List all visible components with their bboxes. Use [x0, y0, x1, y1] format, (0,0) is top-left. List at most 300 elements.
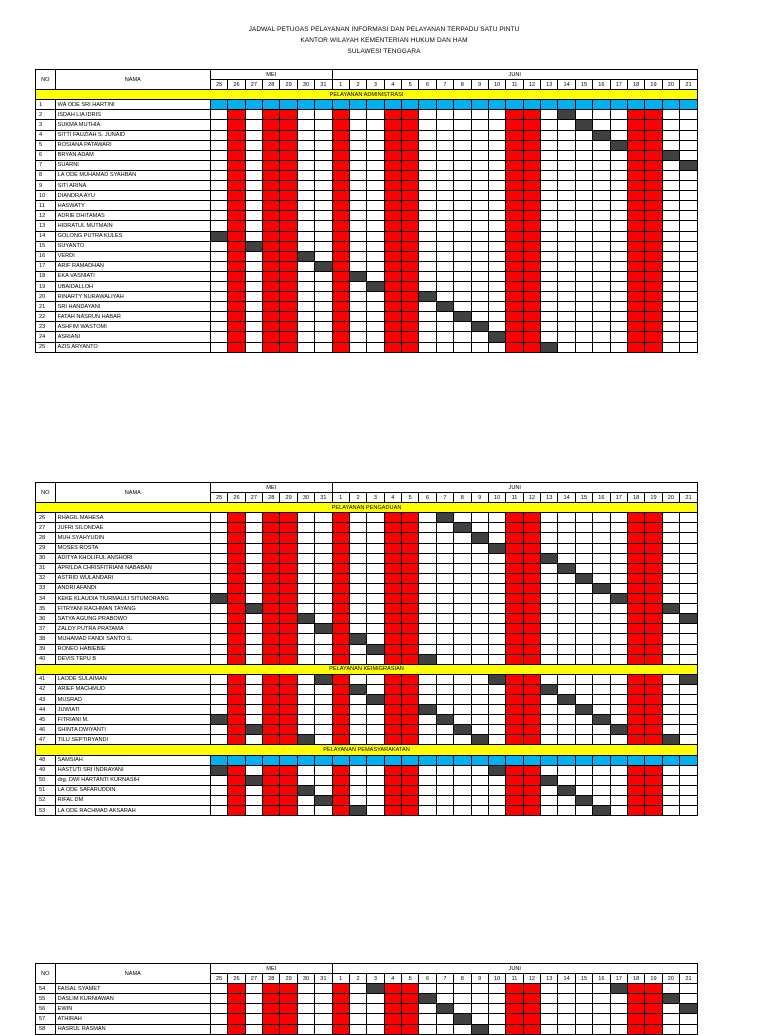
cell-empty: [454, 775, 471, 785]
cell-holiday: [402, 110, 419, 120]
cell-empty: [593, 281, 610, 291]
cell-empty: [210, 806, 227, 816]
cell-empty: [662, 140, 679, 150]
cell-empty: [541, 221, 558, 231]
cell-empty: [297, 1014, 314, 1024]
cell-empty: [575, 160, 592, 170]
row-number: 10: [36, 191, 56, 201]
cell-duty: [610, 984, 627, 994]
cell-holiday: [645, 1014, 662, 1024]
cell-empty: [349, 735, 366, 745]
cell-empty: [436, 191, 453, 201]
cell-empty: [454, 694, 471, 704]
cell-empty: [245, 261, 262, 271]
section-title: PELAYANAN PEMASYARAKATAN: [36, 745, 698, 755]
cell-duty: [436, 1004, 453, 1014]
row-number: 13: [36, 221, 56, 231]
cell-empty: [315, 684, 332, 694]
cell-empty: [593, 120, 610, 130]
cell-empty: [575, 533, 592, 543]
day-header: 4: [384, 493, 401, 503]
cell-empty: [245, 513, 262, 523]
cell-empty: [541, 594, 558, 604]
cell-empty: [558, 271, 575, 281]
cell-holiday: [645, 785, 662, 795]
cell-holiday: [523, 271, 540, 281]
row-number: 49: [36, 765, 56, 775]
row-number: 31: [36, 563, 56, 573]
cell-empty: [541, 251, 558, 261]
cell-empty: [662, 1024, 679, 1034]
cell-empty: [575, 775, 592, 785]
row-number: 20: [36, 292, 56, 302]
cell-empty: [610, 684, 627, 694]
row-number: 57: [36, 1014, 56, 1024]
cell-holiday: [332, 735, 349, 745]
cell-holiday: [332, 261, 349, 271]
cell-holiday: [228, 140, 245, 150]
cell-empty: [315, 614, 332, 624]
cell-holiday: [402, 553, 419, 563]
day-header: 20: [662, 80, 679, 90]
day-header: 15: [575, 493, 592, 503]
cell-duty: [593, 715, 610, 725]
cell-empty: [419, 735, 436, 745]
cell-fixed: [263, 100, 280, 110]
cell-empty: [245, 271, 262, 281]
cell-empty: [454, 1004, 471, 1014]
cell-holiday: [332, 211, 349, 221]
cell-empty: [367, 150, 384, 160]
cell-empty: [210, 302, 227, 312]
cell-empty: [488, 523, 505, 533]
cell-empty: [245, 785, 262, 795]
cell-holiday: [280, 332, 297, 342]
cell-holiday: [228, 715, 245, 725]
cell-holiday: [506, 594, 523, 604]
cell-empty: [349, 191, 366, 201]
cell-empty: [367, 654, 384, 664]
cell-empty: [419, 775, 436, 785]
cell-empty: [680, 604, 698, 614]
cell-empty: [297, 984, 314, 994]
cell-empty: [349, 170, 366, 180]
cell-empty: [593, 684, 610, 694]
row-name: SATYA AGUNG PRABOWO: [55, 614, 210, 624]
cell-holiday: [280, 543, 297, 553]
cell-holiday: [402, 583, 419, 593]
cell-holiday: [384, 281, 401, 291]
cell-empty: [367, 543, 384, 553]
cell-holiday: [332, 251, 349, 261]
cell-holiday: [645, 533, 662, 543]
cell-empty: [436, 312, 453, 322]
cell-empty: [471, 725, 488, 735]
cell-empty: [436, 181, 453, 191]
day-header: 2: [349, 974, 366, 984]
cell-empty: [471, 241, 488, 251]
cell-empty: [662, 594, 679, 604]
day-header: 18: [627, 493, 644, 503]
cell-holiday: [506, 1014, 523, 1024]
cell-holiday: [263, 221, 280, 231]
day-header: 21: [680, 80, 698, 90]
header-month-mei: MEI: [210, 70, 332, 80]
day-header: 21: [680, 493, 698, 503]
cell-empty: [488, 594, 505, 604]
cell-holiday: [402, 684, 419, 694]
cell-empty: [297, 543, 314, 553]
cell-duty: [367, 694, 384, 704]
cell-holiday: [627, 573, 644, 583]
row-name: WA ODE SRI HARTINI: [55, 100, 210, 110]
cell-fixed: [627, 755, 644, 765]
cell-empty: [245, 322, 262, 332]
row-number: 37: [36, 624, 56, 634]
cell-empty: [210, 984, 227, 994]
cell-empty: [610, 715, 627, 725]
cell-empty: [575, 130, 592, 140]
cell-empty: [471, 765, 488, 775]
cell-holiday: [228, 110, 245, 120]
cell-holiday: [228, 170, 245, 180]
cell-holiday: [332, 1004, 349, 1014]
day-header: 21: [680, 974, 698, 984]
cell-empty: [245, 573, 262, 583]
row-number: 45: [36, 715, 56, 725]
cell-holiday: [228, 241, 245, 251]
cell-empty: [210, 211, 227, 221]
cell-empty: [610, 674, 627, 684]
cell-empty: [315, 583, 332, 593]
day-header: 12: [523, 974, 540, 984]
cell-empty: [575, 644, 592, 654]
cell-duty: [454, 312, 471, 322]
cell-empty: [471, 302, 488, 312]
cell-holiday: [332, 684, 349, 694]
cell-holiday: [506, 1004, 523, 1014]
row-number: 24: [36, 332, 56, 342]
cell-holiday: [332, 332, 349, 342]
cell-holiday: [332, 292, 349, 302]
cell-holiday: [332, 221, 349, 231]
cell-empty: [680, 765, 698, 775]
table-row: [36, 806, 698, 816]
cell-empty: [662, 1004, 679, 1014]
cell-holiday: [506, 201, 523, 211]
cell-empty: [436, 211, 453, 221]
cell-holiday: [384, 654, 401, 664]
cell-holiday: [228, 785, 245, 795]
cell-holiday: [228, 201, 245, 211]
cell-empty: [541, 170, 558, 180]
cell-empty: [315, 170, 332, 180]
cell-holiday: [402, 170, 419, 180]
cell-empty: [680, 241, 698, 251]
cell-empty: [471, 563, 488, 573]
header-month-mei: MEI: [210, 964, 332, 974]
cell-empty: [297, 221, 314, 231]
cell-holiday: [506, 312, 523, 322]
cell-empty: [610, 604, 627, 614]
cell-empty: [610, 261, 627, 271]
cell-holiday: [228, 120, 245, 130]
day-header: 28: [263, 974, 280, 984]
cell-holiday: [645, 201, 662, 211]
cell-empty: [680, 322, 698, 332]
cell-holiday: [384, 553, 401, 563]
cell-empty: [471, 994, 488, 1004]
cell-empty: [593, 271, 610, 281]
cell-empty: [471, 281, 488, 291]
cell-empty: [297, 120, 314, 130]
cell-holiday: [280, 594, 297, 604]
cell-holiday: [384, 604, 401, 614]
cell-empty: [662, 191, 679, 201]
day-header: 6: [419, 974, 436, 984]
cell-holiday: [506, 795, 523, 805]
cell-holiday: [523, 191, 540, 201]
cell-empty: [297, 523, 314, 533]
cell-empty: [454, 644, 471, 654]
cell-empty: [436, 705, 453, 715]
cell-holiday: [402, 523, 419, 533]
cell-empty: [471, 261, 488, 271]
cell-holiday: [384, 583, 401, 593]
cell-empty: [454, 765, 471, 775]
cell-empty: [662, 775, 679, 785]
cell-empty: [575, 674, 592, 684]
cell-holiday: [627, 604, 644, 614]
cell-holiday: [402, 241, 419, 251]
table-row: [36, 694, 698, 704]
row-number: 6: [36, 150, 56, 160]
cell-empty: [575, 735, 592, 745]
day-header: 14: [558, 493, 575, 503]
cell-holiday: [384, 292, 401, 302]
day-header: 10: [488, 493, 505, 503]
cell-empty: [558, 523, 575, 533]
cell-empty: [558, 715, 575, 725]
cell-holiday: [402, 120, 419, 130]
cell-empty: [367, 110, 384, 120]
cell-empty: [245, 563, 262, 573]
cell-empty: [575, 715, 592, 725]
row-number: 54: [36, 984, 56, 994]
cell-empty: [575, 231, 592, 241]
cell-empty: [297, 795, 314, 805]
cell-holiday: [523, 674, 540, 684]
cell-empty: [297, 765, 314, 775]
cell-empty: [436, 251, 453, 261]
cell-empty: [419, 342, 436, 352]
cell-fixed: [523, 100, 540, 110]
cell-empty: [349, 513, 366, 523]
cell-empty: [593, 705, 610, 715]
cell-duty: [297, 735, 314, 745]
cell-empty: [662, 302, 679, 312]
cell-holiday: [263, 231, 280, 241]
table-row: [36, 332, 698, 342]
cell-empty: [488, 694, 505, 704]
row-name: DEVIS TEPU B: [55, 654, 210, 664]
cell-empty: [471, 110, 488, 120]
cell-empty: [541, 806, 558, 816]
cell-holiday: [645, 806, 662, 816]
cell-holiday: [645, 261, 662, 271]
cell-empty: [297, 261, 314, 271]
title-line-1: JADWAL PETUGAS PELAYANAN INFORMASI DAN PELAYANAN TERPADU SATU PINTU: [248, 26, 520, 33]
cell-empty: [436, 775, 453, 785]
row-number: 4: [36, 130, 56, 140]
cell-empty: [245, 332, 262, 342]
cell-empty: [454, 614, 471, 624]
cell-holiday: [263, 765, 280, 775]
cell-empty: [245, 624, 262, 634]
cell-empty: [471, 1004, 488, 1014]
cell-holiday: [645, 221, 662, 231]
cell-empty: [593, 543, 610, 553]
cell-holiday: [263, 140, 280, 150]
row-number: 40: [36, 654, 56, 664]
cell-empty: [419, 583, 436, 593]
cell-holiday: [627, 644, 644, 654]
cell-holiday: [506, 170, 523, 180]
day-header: 13: [541, 80, 558, 90]
cell-holiday: [228, 624, 245, 634]
cell-empty: [436, 120, 453, 130]
cell-empty: [419, 785, 436, 795]
cell-holiday: [627, 543, 644, 553]
cell-empty: [436, 806, 453, 816]
cell-empty: [488, 806, 505, 816]
row-number: 5: [36, 140, 56, 150]
cell-empty: [436, 170, 453, 180]
cell-empty: [541, 725, 558, 735]
cell-empty: [245, 795, 262, 805]
cell-empty: [245, 806, 262, 816]
table-row: [36, 573, 698, 583]
cell-holiday: [506, 160, 523, 170]
cell-empty: [367, 302, 384, 312]
cell-empty: [367, 735, 384, 745]
table-row: [36, 513, 698, 523]
cell-empty: [297, 654, 314, 664]
cell-holiday: [384, 684, 401, 694]
cell-empty: [575, 583, 592, 593]
cell-fixed: [558, 100, 575, 110]
header-row: [36, 483, 698, 493]
cell-empty: [471, 604, 488, 614]
cell-empty: [210, 523, 227, 533]
cell-empty: [680, 594, 698, 604]
cell-empty: [454, 806, 471, 816]
cell-empty: [680, 332, 698, 342]
cell-holiday: [384, 614, 401, 624]
cell-empty: [558, 654, 575, 664]
cell-empty: [436, 994, 453, 1004]
cell-empty: [593, 553, 610, 563]
cell-empty: [349, 694, 366, 704]
cell-empty: [558, 573, 575, 583]
cell-holiday: [228, 594, 245, 604]
cell-empty: [662, 573, 679, 583]
cell-empty: [541, 765, 558, 775]
cell-holiday: [228, 292, 245, 302]
day-header: 29: [280, 80, 297, 90]
cell-holiday: [645, 1004, 662, 1014]
cell-empty: [575, 684, 592, 694]
section-title: PELAYANAN PENGADUAN: [36, 503, 698, 513]
cell-holiday: [627, 342, 644, 352]
row-number: 46: [36, 725, 56, 735]
cell-empty: [610, 322, 627, 332]
cell-empty: [680, 292, 698, 302]
cell-holiday: [506, 614, 523, 624]
day-header: 25: [210, 80, 227, 90]
cell-empty: [297, 775, 314, 785]
cell-holiday: [645, 583, 662, 593]
day-header: 5: [402, 493, 419, 503]
cell-empty: [436, 271, 453, 281]
cell-holiday: [523, 614, 540, 624]
cell-empty: [315, 281, 332, 291]
row-number: 44: [36, 705, 56, 715]
cell-holiday: [280, 231, 297, 241]
cell-empty: [593, 634, 610, 644]
cell-holiday: [627, 775, 644, 785]
cell-empty: [593, 674, 610, 684]
cell-empty: [680, 583, 698, 593]
row-number: 53: [36, 806, 56, 816]
cell-empty: [488, 715, 505, 725]
cell-empty: [662, 684, 679, 694]
cell-holiday: [228, 604, 245, 614]
table-row: [36, 785, 698, 795]
cell-duty: [210, 231, 227, 241]
cell-empty: [593, 785, 610, 795]
cell-empty: [541, 523, 558, 533]
cell-empty: [245, 110, 262, 120]
cell-empty: [558, 130, 575, 140]
cell-holiday: [263, 654, 280, 664]
cell-empty: [610, 292, 627, 302]
table-row: [36, 765, 698, 775]
cell-empty: [454, 795, 471, 805]
cell-empty: [558, 302, 575, 312]
cell-holiday: [645, 684, 662, 694]
cell-empty: [558, 674, 575, 684]
cell-empty: [471, 160, 488, 170]
cell-holiday: [523, 322, 540, 332]
table-row: [36, 614, 698, 624]
cell-holiday: [263, 715, 280, 725]
cell-holiday: [506, 523, 523, 533]
cell-empty: [662, 130, 679, 140]
row-number: 36: [36, 614, 56, 624]
cell-empty: [419, 302, 436, 312]
cell-holiday: [402, 705, 419, 715]
cell-empty: [210, 261, 227, 271]
cell-empty: [558, 735, 575, 745]
cell-duty: [210, 765, 227, 775]
row-number: 56: [36, 1004, 56, 1014]
cell-empty: [419, 1014, 436, 1024]
table-row: [36, 984, 698, 994]
cell-empty: [245, 684, 262, 694]
cell-empty: [210, 342, 227, 352]
header-no: NO: [36, 964, 56, 984]
